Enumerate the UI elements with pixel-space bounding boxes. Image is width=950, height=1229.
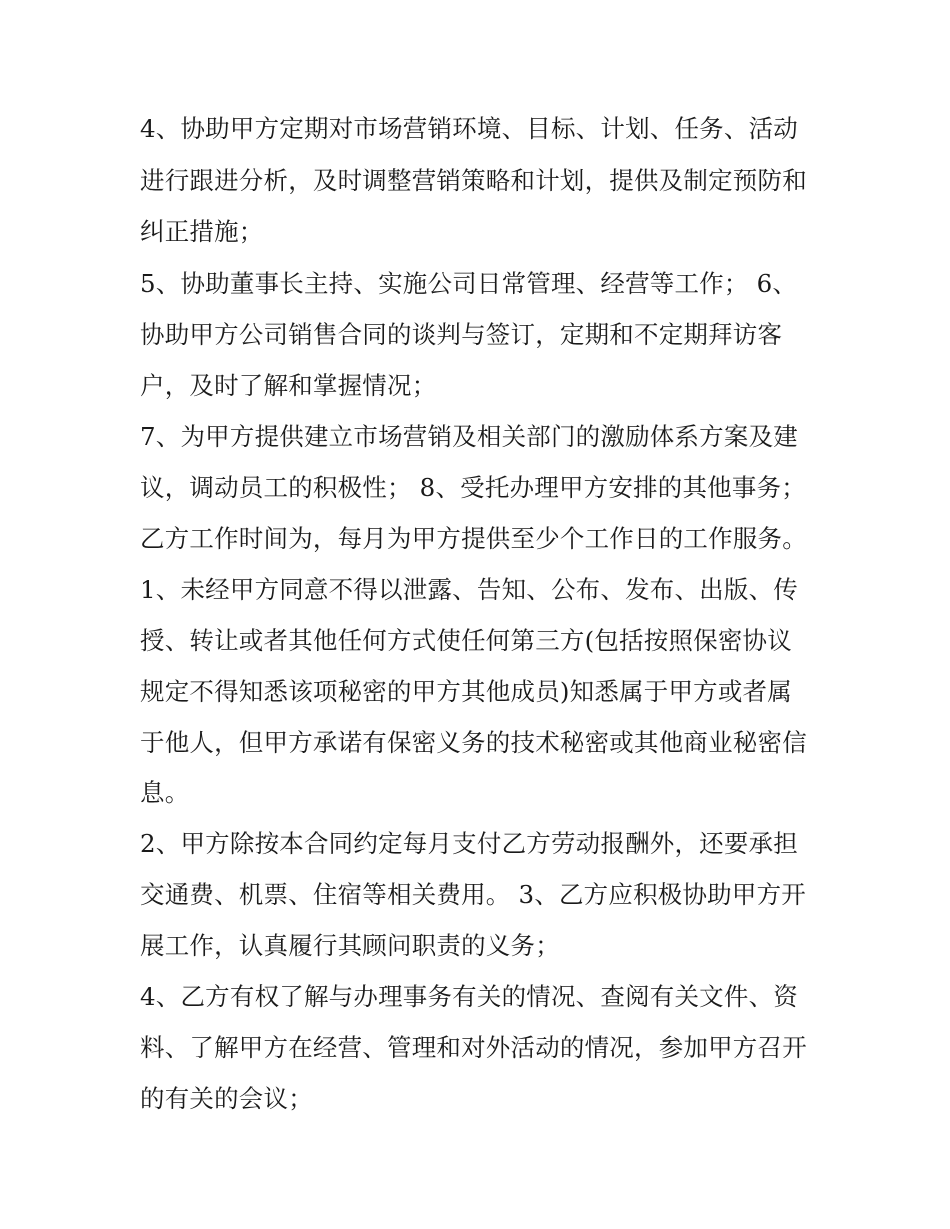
text-line: 乙方工作时间为，每月为甲方提供至少个工作日的工作服务。 [140,524,807,553]
text-line: 2、甲方除按本合同约定每月支付乙方劳动报酬外，还要承担 [140,829,798,858]
text-line: 4、协助甲方定期对市场营销环境、目标、计划、任务、活动 [140,114,798,143]
text-line: 规定不得知悉该项秘密的甲方其他成员)知悉属于甲方或者属 [140,677,792,706]
text-line: 5、协助董事长主持、实施公司日常管理、经营等工作； 6、 [140,269,798,298]
text-line: 展工作，认真履行其顾问职责的义务； [140,931,560,960]
text-line: 于他人，但甲方承诺有保密义务的技术秘密或其他商业秘密信 [140,728,807,757]
text-line: 协助甲方公司销售合同的谈判与签订，定期和不定期拜访客 [140,320,783,349]
text-line: 料、了解甲方在经营、管理和对外活动的情况，参加甲方召开 [140,1033,807,1062]
text-line: 息。 [140,778,190,807]
text-line: 1、未经甲方同意不得以泄露、告知、公布、发布、出版、传 [140,575,798,604]
text-line: 4、乙方有权了解与办理事务有关的情况、查阅有关文件、资 [140,982,798,1011]
text-line: 授、转让或者其他任何方式使任何第三方(包括按照保密协议 [140,626,792,655]
text-line: 议，调动员工的积极性； 8、受托办理甲方安排的其他事务； [140,473,806,502]
text-line: 纠正措施； [140,217,264,246]
text-line: 交通费、机票、住宿等相关费用。 3、乙方应积极协助甲方开 [140,880,806,909]
text-line: 的有关的会议； [140,1084,313,1113]
text-line: 户，及时了解和掌握情况； [140,371,437,400]
text-line: 进行跟进分析，及时调整营销策略和计划，提供及制定预防和 [140,166,807,195]
text-line: 7、为甲方提供建立市场营销及相关部门的激励体系方案及建 [140,422,798,451]
